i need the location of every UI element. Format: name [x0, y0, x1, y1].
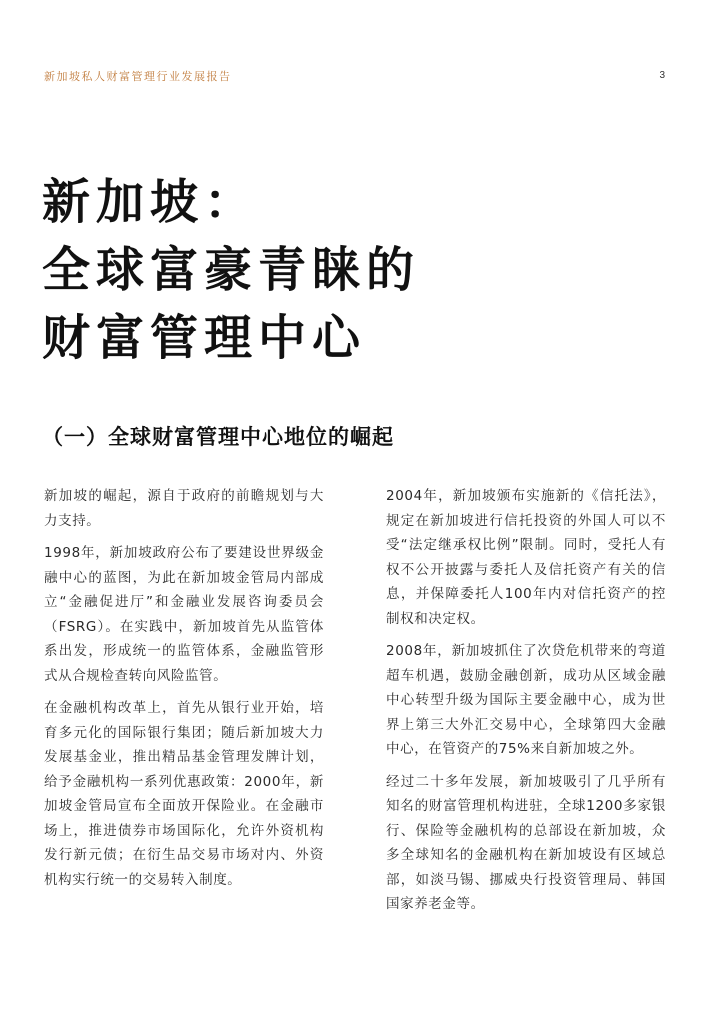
paragraph: 1998年，新加坡政府公布了要建设世界级金融中心的蓝图，为此在新加坡金管局内部成立“金融促进厅”和金融业发展咨询委员会（FSRG）。在实践中，新加坡首先从监管体系出发，形成统一的监管体系，金融监管形式从合规检查转向风险监管。 [44, 545, 324, 684]
paragraph: 2008年，新加坡抓住了次贷危机带来的弯道超车机遇，鼓励金融创新，成功从区域金融中心转型升级为国际主要金融中心，成为世界上第三大外汇交易中心，全球第四大金融中心，在管资产的75%来自新加坡之外。 [386, 643, 666, 757]
right-column [386, 484, 666, 925]
page-title-line-1: 新加坡： [42, 174, 259, 230]
paragraph: 在金融机构改革上，首先从银行业开始，培育多元化的国际银行集团；随后新加坡大力发展基金业，推出精品基金管理发牌计划，给予金融机构一系列优惠政策：2000年，新加坡金管局宣布全面放开保险业。在金融市场上，推进债券市场国际化，允许外资机构发行新元债；在衍生品交易市场对内、外资机构实行统一的交易转入制度。 [44, 700, 324, 888]
paragraph: 2004年，新加坡颁布实施新的《信托法》，规定在新加坡进行信托投资的外国人可以不受“法定继承权比例”限制。同时，受托人有权不公开披露与委托人及信托资产有关的信息，并保障委托人100年内对信托资产的控制权和决定权。 [386, 488, 666, 627]
paragraph: 新加坡的崛起，源自于政府的前瞻规划与大力支持。 [44, 488, 324, 529]
paragraph: 经过二十多年发展，新加坡吸引了几乎所有知名的财富管理机构进驻，全球1200多家银行、保险等金融机构的总部设在新加坡，众多全球知名的金融机构在新加坡设有区域总部，如淡马锡、挪威央行投资管理局、韩国国家养老金等。 [386, 773, 666, 912]
page-title-line-2: 全球富豪青睐的 [42, 242, 421, 298]
running-header: 新加坡私人财富管理行业发展报告 [44, 70, 232, 83]
page-title-line-3: 财富管理中心 [42, 310, 367, 366]
left-column [44, 484, 324, 900]
page-number: 3 [659, 70, 665, 81]
section-heading: （一）全球财富管理中心地位的崛起 [42, 425, 394, 449]
page-title [42, 168, 420, 372]
